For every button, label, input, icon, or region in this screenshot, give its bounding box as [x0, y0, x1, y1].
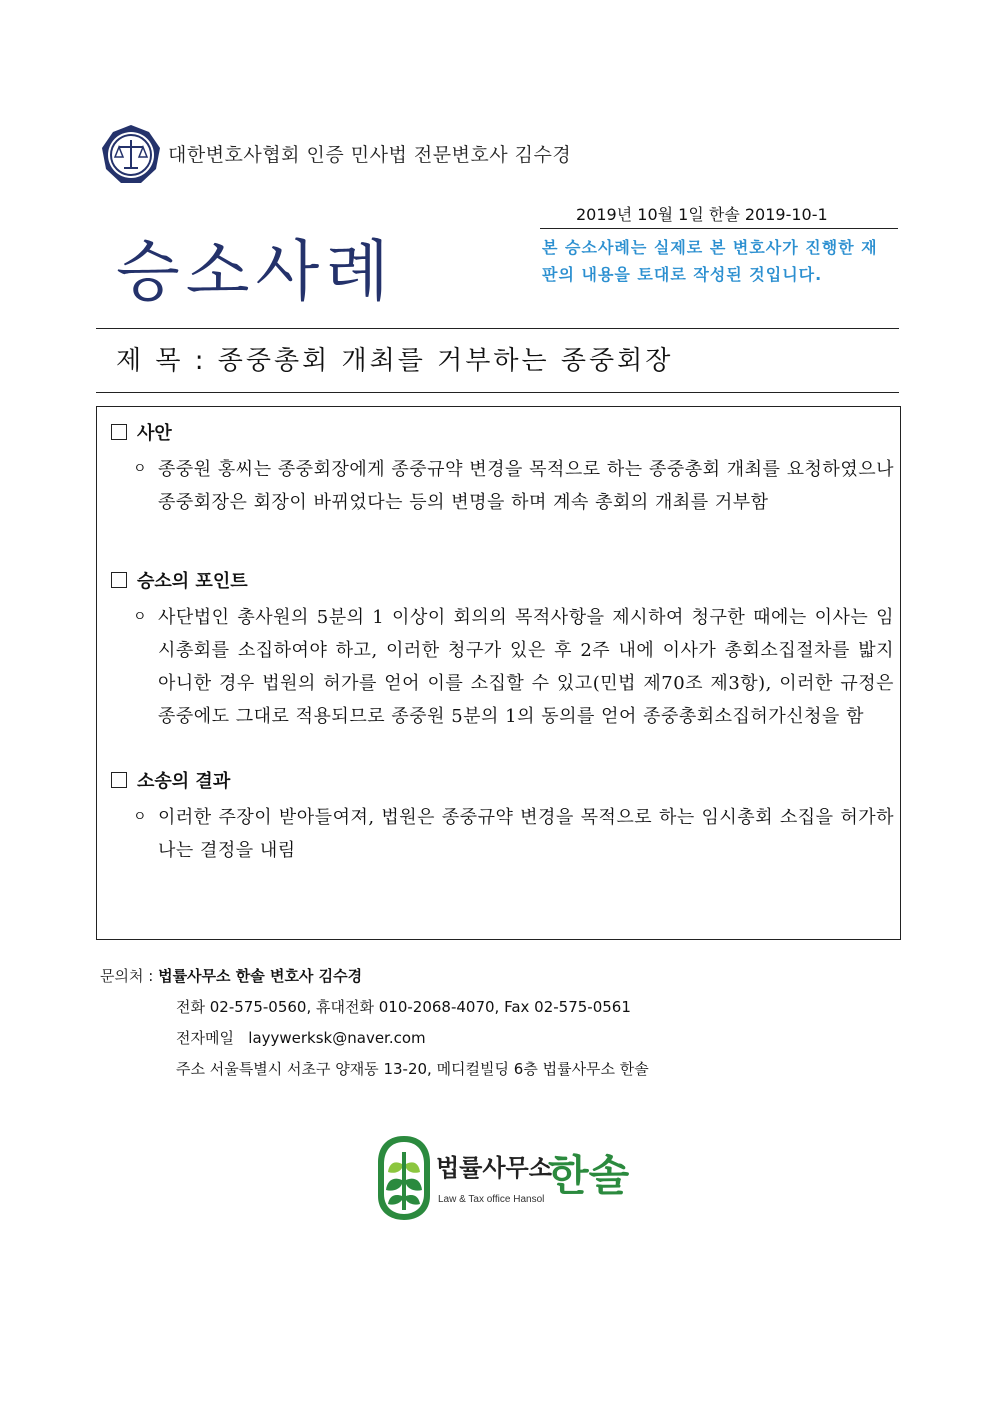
- section-item-facts: [133, 453, 894, 519]
- bullet-icon: ㅇ: [133, 461, 148, 477]
- contact-firm-line: [100, 961, 649, 992]
- certification-text: 대한변호사협회 인증 민사법 전문변호사 김수경: [168, 144, 572, 166]
- bullet-icon: ㅇ: [133, 609, 148, 625]
- section-item-text: 이러한 주장이 받아들여져, 법원은 종중규약 변경을 목적으로 하는 임시총회 소집을 허가하나는 결정을 내림: [158, 807, 894, 861]
- logo-firm-name: 법률사무소: [436, 1154, 552, 1182]
- contact-email-label: 전자메일: [176, 1029, 234, 1047]
- contact-email-line: [100, 1023, 649, 1054]
- section-heading-facts: [111, 419, 172, 445]
- subject-title: 제 목 : 종중총회 개최를 거부하는 종중회장: [116, 346, 674, 376]
- notice-text: 본 승소사례는 실제로 본 변호사가 진행한 재판의 내용을 토대로 작성된 것입니다.: [542, 238, 878, 284]
- bar-association-seal-icon: [100, 124, 162, 186]
- section-item-text: 사단법인 총사원의 5분의 1 이상이 회의의 목적사항을 제시하여 청구한 때에는 이사는 임시총회를 소집하여야 하고, 이러한 청구가 있은 후 2주 내에 이사가 총회소집절차를 밟지 아니한 경우 법원의 허가를 얻어 이를 소집할 수 있고(민법 제70조 제3항), 이러한 규정은 종중에도 그대로 적용되므로 종중원 5분의 1의 동의를 얻어 종중총회소집허가신청을 함: [158, 607, 894, 727]
- contact-phone: 전화 02-575-0560, 휴대전화 010-2068-4070, Fax 02-575-0561: [176, 998, 631, 1016]
- logo-english-name: Law & Tax office Hansol: [438, 1194, 545, 1205]
- section-heading-label: 승소의 포인트: [137, 571, 248, 592]
- checkbox-square-icon: [111, 572, 127, 588]
- bullet-icon: ㅇ: [133, 809, 148, 825]
- contact-block: [100, 961, 649, 1085]
- section-item-text: 종중원 홍씨는 종중회장에게 종중규약 변경을 목적으로 하는 종중총회 개최를 요청하였으나 종중회장은 회장이 바뀌었다는 등의 변명을 하며 계속 총회의 개최를 거부함: [158, 459, 894, 513]
- section-heading-label: 소송의 결과: [137, 771, 231, 792]
- section-item-winning-points: [133, 601, 894, 733]
- contact-firm: 법률사무소 한솔 변호사 김수경: [158, 967, 363, 985]
- case-content-box: [96, 406, 901, 940]
- hansol-leaf-logo-icon: [376, 1134, 432, 1222]
- contact-email[interactable]: layywerksk@naver.com: [248, 1029, 426, 1047]
- section-item-result: [133, 801, 894, 867]
- checkbox-square-icon: [111, 424, 127, 440]
- contact-label: 문의처 :: [100, 967, 154, 985]
- section-heading-result: [111, 767, 230, 793]
- subject-bottom-divider: [96, 392, 899, 393]
- logo-brand-name: 한솔: [548, 1151, 630, 1200]
- document-dateline: 2019년 10월 1일 한솔 2019-10-1: [540, 202, 898, 229]
- page-title: 승소사례: [116, 233, 396, 310]
- checkbox-square-icon: [111, 772, 127, 788]
- section-heading-label: 사안: [137, 423, 172, 444]
- contact-address: 주소 서울특별시 서초구 양재동 13-20, 메디컬빌딩 6층 법률사무소 한솔: [176, 1060, 649, 1078]
- subject-top-divider: [96, 328, 899, 329]
- section-heading-winning-points: [111, 567, 248, 593]
